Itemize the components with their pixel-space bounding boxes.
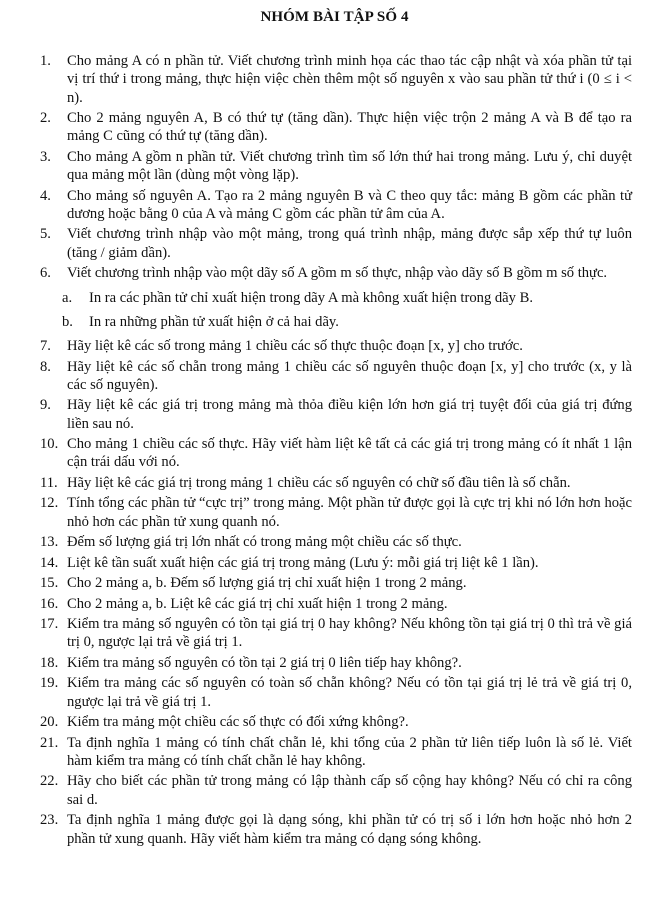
exercise-number: 7. (40, 338, 51, 355)
exercise-number: 8. (40, 358, 51, 375)
exercise-item (40, 264, 632, 282)
subitem-text: In ra các phần tử chỉ xuất hiện trong dãy A mà không xuất hiện trong dãy B. (89, 289, 533, 306)
exercise-text: Ta định nghĩa 1 mảng được gọi là dạng sóng, khi phần tử có trị số i lớn hơn hoặc nhỏ hơn 2 phần tử xung quanh. Hãy viết hàm kiểm tra mảng có dạng sóng không. (67, 812, 632, 847)
exercise-item (40, 654, 632, 672)
exercise-text: Kiểm tra mảng một chiều các số thực có đối xứng không?. (67, 714, 409, 731)
exercise-text: Đếm số lượng giá trị lớn nhất có trong mảng một chiều các số thực. (67, 534, 462, 551)
exercise-text: Liệt kê tần suất xuất hiện các giá trị trong mảng (Lưu ý: mỗi giá trị liệt kê 1 lần). (67, 554, 539, 571)
exercise-number: 4. (40, 187, 51, 204)
exercise-item (40, 595, 632, 613)
exercise-number: 23. (40, 812, 59, 829)
exercise-number: 12. (40, 495, 59, 512)
exercise-number: 18. (40, 654, 59, 671)
exercise-text: Kiểm tra mảng số nguyên có tồn tại giá trị 0 hay không? Nếu không tồn tại giá trị 0 thì trả về giá trị 0, ngược lại trả về giá trị 1. (67, 616, 632, 651)
exercise-item (40, 396, 632, 433)
exercise-item (40, 358, 632, 395)
exercise-number: 6. (40, 265, 51, 282)
document-title: NHÓM BÀI TẬP SỐ 4 (260, 9, 409, 25)
exercise-number: 9. (40, 397, 51, 414)
exercise-text: Hãy liệt kê các giá trị trong mảng mà thỏa điều kiện lớn hơn giá trị tuyệt đối của giá trị đứng liền sau nó. (67, 397, 632, 432)
exercise-number: 3. (40, 148, 51, 165)
exercise-text: Kiểm tra mảng số nguyên có tồn tại 2 giá trị 0 liên tiếp hay không?. (67, 654, 462, 671)
exercise-subitem (40, 313, 632, 331)
exercise-item (40, 574, 632, 592)
exercise-item (40, 52, 632, 107)
exercise-item (40, 187, 632, 224)
exercise-number: 17. (40, 616, 59, 633)
exercise-number: 10. (40, 436, 59, 453)
exercise-number: 1. (40, 53, 51, 69)
exercise-item (40, 734, 632, 771)
exercise-number: 2. (40, 110, 51, 127)
exercise-number: 11. (40, 474, 58, 491)
exercise-text: Viết chương trình nhập vào một mảng, trong quá trình nhập, mảng được sắp xếp thứ tự luôn (tăng / giảm dần). (67, 226, 632, 261)
exercise-number: 19. (40, 675, 59, 692)
exercise-item (40, 772, 632, 809)
exercise-item (40, 811, 632, 848)
exercise-text: Viết chương trình nhập vào một dãy số A gồm m số thực, nhập vào dãy số B gồm m số thực. (67, 265, 608, 282)
exercise-number: 22. (40, 773, 59, 790)
exercise-item (40, 109, 632, 146)
exercise-item (40, 225, 632, 262)
exercise-item (40, 615, 632, 652)
exercise-item (40, 554, 632, 572)
exercise-text: Cho mảng A có n phần tử. Viết chương trình minh họa các thao tác cập nhật và xóa phần tử tại vị trí thứ i trong mảng, thực hiện việc chèn thêm một số nguyên x vào sau phần tử thứ i (0 ≤ i < n). (67, 53, 632, 106)
exercise-item (40, 435, 632, 472)
exercise-text: Hãy liệt kê các số chẵn trong mảng 1 chiều các số nguyên thuộc đoạn [x, y] cho trước (x, y là các số nguyên). (67, 358, 632, 393)
exercise-text: Cho 2 mảng a, b. Đếm số lượng giá trị chỉ xuất hiện 1 trong 2 mảng. (67, 575, 467, 592)
exercise-number: 16. (40, 595, 59, 612)
exercise-item (40, 494, 632, 531)
exercise-text: Cho mảng A gồm n phần tử. Viết chương trình tìm số lớn thứ hai trong mảng. Lưu ý, chỉ duyệt qua mảng một lần (dùng một vòng lặp). (67, 148, 632, 184)
exercise-item (40, 148, 632, 185)
exercise-text: Hãy cho biết các phần tử trong mảng có lập thành cấp số cộng hay không? Nếu có chỉ ra công sai d. (67, 773, 632, 808)
exercise-list (40, 52, 632, 850)
exercise-item (40, 337, 632, 355)
exercise-text: Hãy liệt kê các số trong mảng 1 chiều các số thực thuộc đoạn [x, y] cho trước. (67, 338, 523, 355)
exercise-item (40, 674, 632, 711)
exercise-subitem (40, 289, 632, 307)
exercise-text: Cho mảng số nguyên A. Tạo ra 2 mảng nguyên B và C theo quy tắc: mảng B gồm các phần tử dương hoặc bằng 0 của A và mảng C gồm các phần tử âm của A. (67, 187, 632, 222)
subitem-letter: b. (62, 313, 73, 330)
exercise-item (40, 474, 632, 492)
exercise-text: Cho 2 mảng a, b. Liệt kê các giá trị chỉ xuất hiện 1 trong 2 mảng. (67, 595, 448, 612)
exercise-text: Tính tổng các phần tử “cực trị” trong mảng. Một phần tử được gọi là cực trị khi nó lớn hơn hoặc nhỏ hơn các phần tử xung quanh nó. (67, 495, 632, 530)
exercise-text: Kiểm tra mảng các số nguyên có toàn số chẵn không? Nếu có tồn tại giá trị lẻ trả về giá trị 0, ngược lại trả về giá trị 1. (67, 675, 632, 710)
subitem-text: In ra những phần tử xuất hiện ở cả hai dãy. (89, 313, 339, 330)
exercise-text: Cho mảng 1 chiều các số thực. Hãy viết hàm liệt kê tất cả các giá trị trong mảng có ít nhất 1 lận cận trái dấu với nó. (67, 436, 632, 471)
exercise-item (40, 713, 632, 731)
exercise-text: Ta định nghĩa 1 mảng có tính chất chẵn lẻ, khi tổng của 2 phần tử liên tiếp luôn là số lẻ. Viết hàm kiểm tra mảng có tính chất chẵn lẻ hay không. (67, 734, 632, 769)
exercise-text: Hãy liệt kê các giá trị trong mảng 1 chiều các số nguyên có chữ số đầu tiên là số chẵn. (67, 474, 571, 491)
exercise-item (40, 533, 632, 551)
exercise-number: 14. (40, 554, 59, 571)
exercise-number: 5. (40, 226, 51, 243)
exercise-text: Cho 2 mảng nguyên A, B có thứ tự (tăng dần). Thực hiện việc trộn 2 mảng A và B để tạo ra mảng C cũng có thứ tự (tăng dần). (67, 110, 632, 145)
exercise-number: 21. (40, 734, 59, 751)
exercise-number: 15. (40, 575, 59, 592)
exercise-number: 20. (40, 714, 59, 731)
exercise-number: 13. (40, 534, 59, 551)
subitem-letter: a. (62, 289, 73, 306)
